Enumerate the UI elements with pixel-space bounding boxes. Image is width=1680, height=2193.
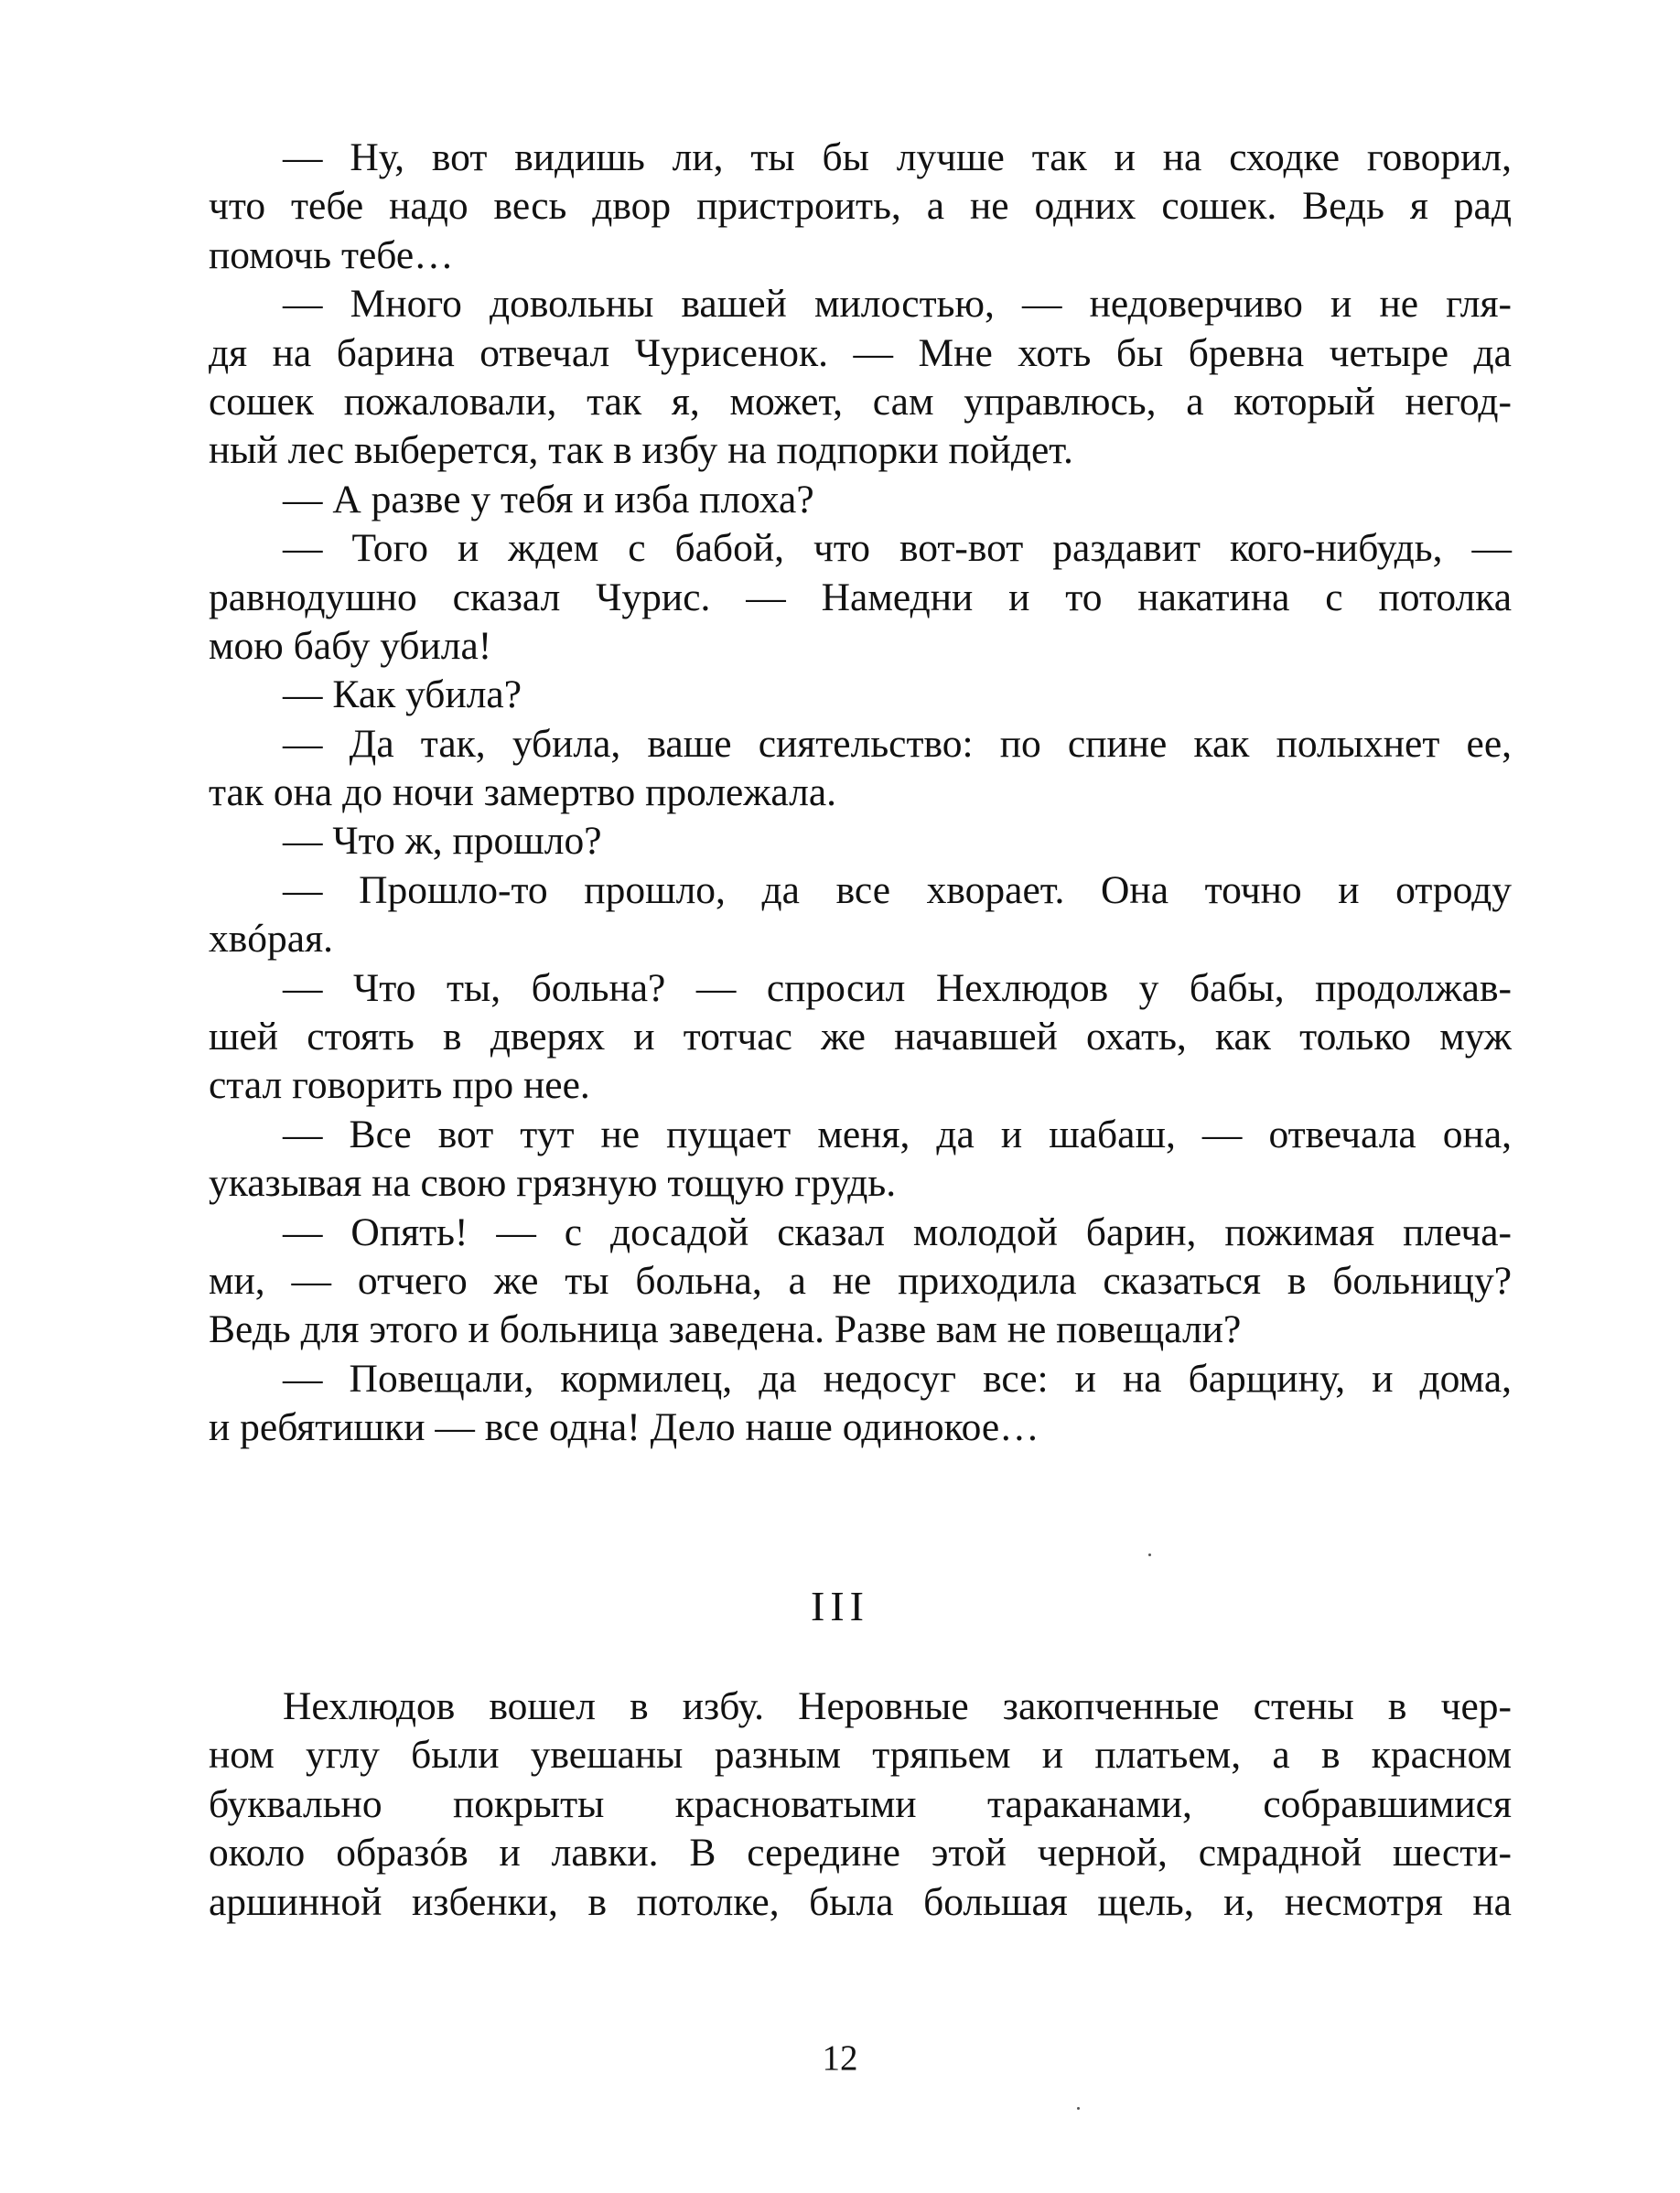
text-line: ном углу были увешаны разным тряпьем и платьем, а в красном: [209, 1733, 1512, 1778]
text-line: что тебе надо весь двор пристроить, а не одних сошек. Ведь я рад: [209, 184, 1512, 229]
text-line: буквально покрыты красноватыми тараканами, собравшимися: [209, 1781, 1512, 1826]
text-line: — Того и ждем с бабой, что вот-вот раздавит кого-нибудь, —: [283, 526, 1512, 571]
body-text-part1: [209, 134, 1512, 1453]
body-text-part2: [209, 1682, 1512, 1927]
scan-speck: [1148, 1553, 1151, 1556]
text-line: — Да так, убила, ваше сиятельство: по спине как полыхнет ее,: [283, 721, 1512, 766]
text-line: мою бабу убила!: [209, 623, 492, 668]
text-line: равнодушно сказал Чурис. — Намедни и то накатина с потолка: [209, 575, 1512, 619]
page-number: 12: [822, 2038, 858, 2078]
text-line: — Все вот тут не пущает меня, да и шабаш, — отвечала она,: [283, 1112, 1512, 1156]
text-line: дя на барина отвечал Чурисенок. — Мне хоть бы бревна четыре да: [209, 330, 1512, 375]
text-line: — А разве у тебя и изба плоха?: [283, 477, 814, 521]
text-line: стал говорить про нее.: [209, 1063, 590, 1108]
text-line: шей стоять в дверях и тотчас же начавшей охать, как только муж: [209, 1015, 1512, 1059]
text-line: ми, — отчего же ты больна, а не приходила сказаться в больницу?: [209, 1258, 1512, 1303]
text-line: — Как убила?: [283, 672, 522, 717]
text-line: указывая на свою грязную тощую грудь.: [209, 1161, 897, 1206]
chapter-heading: III: [811, 1583, 869, 1629]
text-line: ный лес выберется, так в избу на подпорки пойдет.: [209, 428, 1073, 473]
text-line: около образóв и лавки. В середине этой черной, смрадной шести-: [209, 1831, 1512, 1876]
text-line: — Что ж, прошло?: [283, 819, 602, 864]
text-line: — Много довольны вашей милостью, — недоверчиво и не гля-: [283, 282, 1512, 327]
text-line: и ребятишки — все одна! Дело наше одинокое…: [209, 1405, 1039, 1450]
text-line: — Ну, вот видишь ли, ты бы лучше так и на сходке говорил,: [283, 135, 1512, 179]
text-line: хвóрая.: [209, 917, 333, 962]
text-line: — Опять! — с досадой сказал молодой барин, пожимая плеча-: [283, 1209, 1512, 1254]
text-line: сошек пожаловали, так я, может, сам управлюсь, а который негод-: [209, 379, 1512, 424]
text-line: Нехлюдов вошел в избу. Неровные закопченные стены в чер-: [283, 1684, 1512, 1728]
text-line: — Прошло-то прошло, да все хворает. Она точно и отроду: [283, 867, 1512, 912]
text-line: — Повещали, кормилец, да недосуг все: и на барщину, и дома,: [283, 1356, 1512, 1401]
scan-speck: [1077, 2107, 1080, 2110]
text-line: аршинной избенки, в потолке, была большая щель, и, несмотря на: [209, 1879, 1512, 1924]
text-line: помочь тебе…: [209, 232, 454, 277]
text-line: — Что ты, больна? — спросил Нехлюдов у бабы, продолжав-: [283, 965, 1512, 1010]
text-line: так она до ночи замертво пролежала.: [209, 770, 836, 815]
text-line: Ведь для этого и больница заведена. Разве вам не повещали?: [209, 1307, 1242, 1352]
